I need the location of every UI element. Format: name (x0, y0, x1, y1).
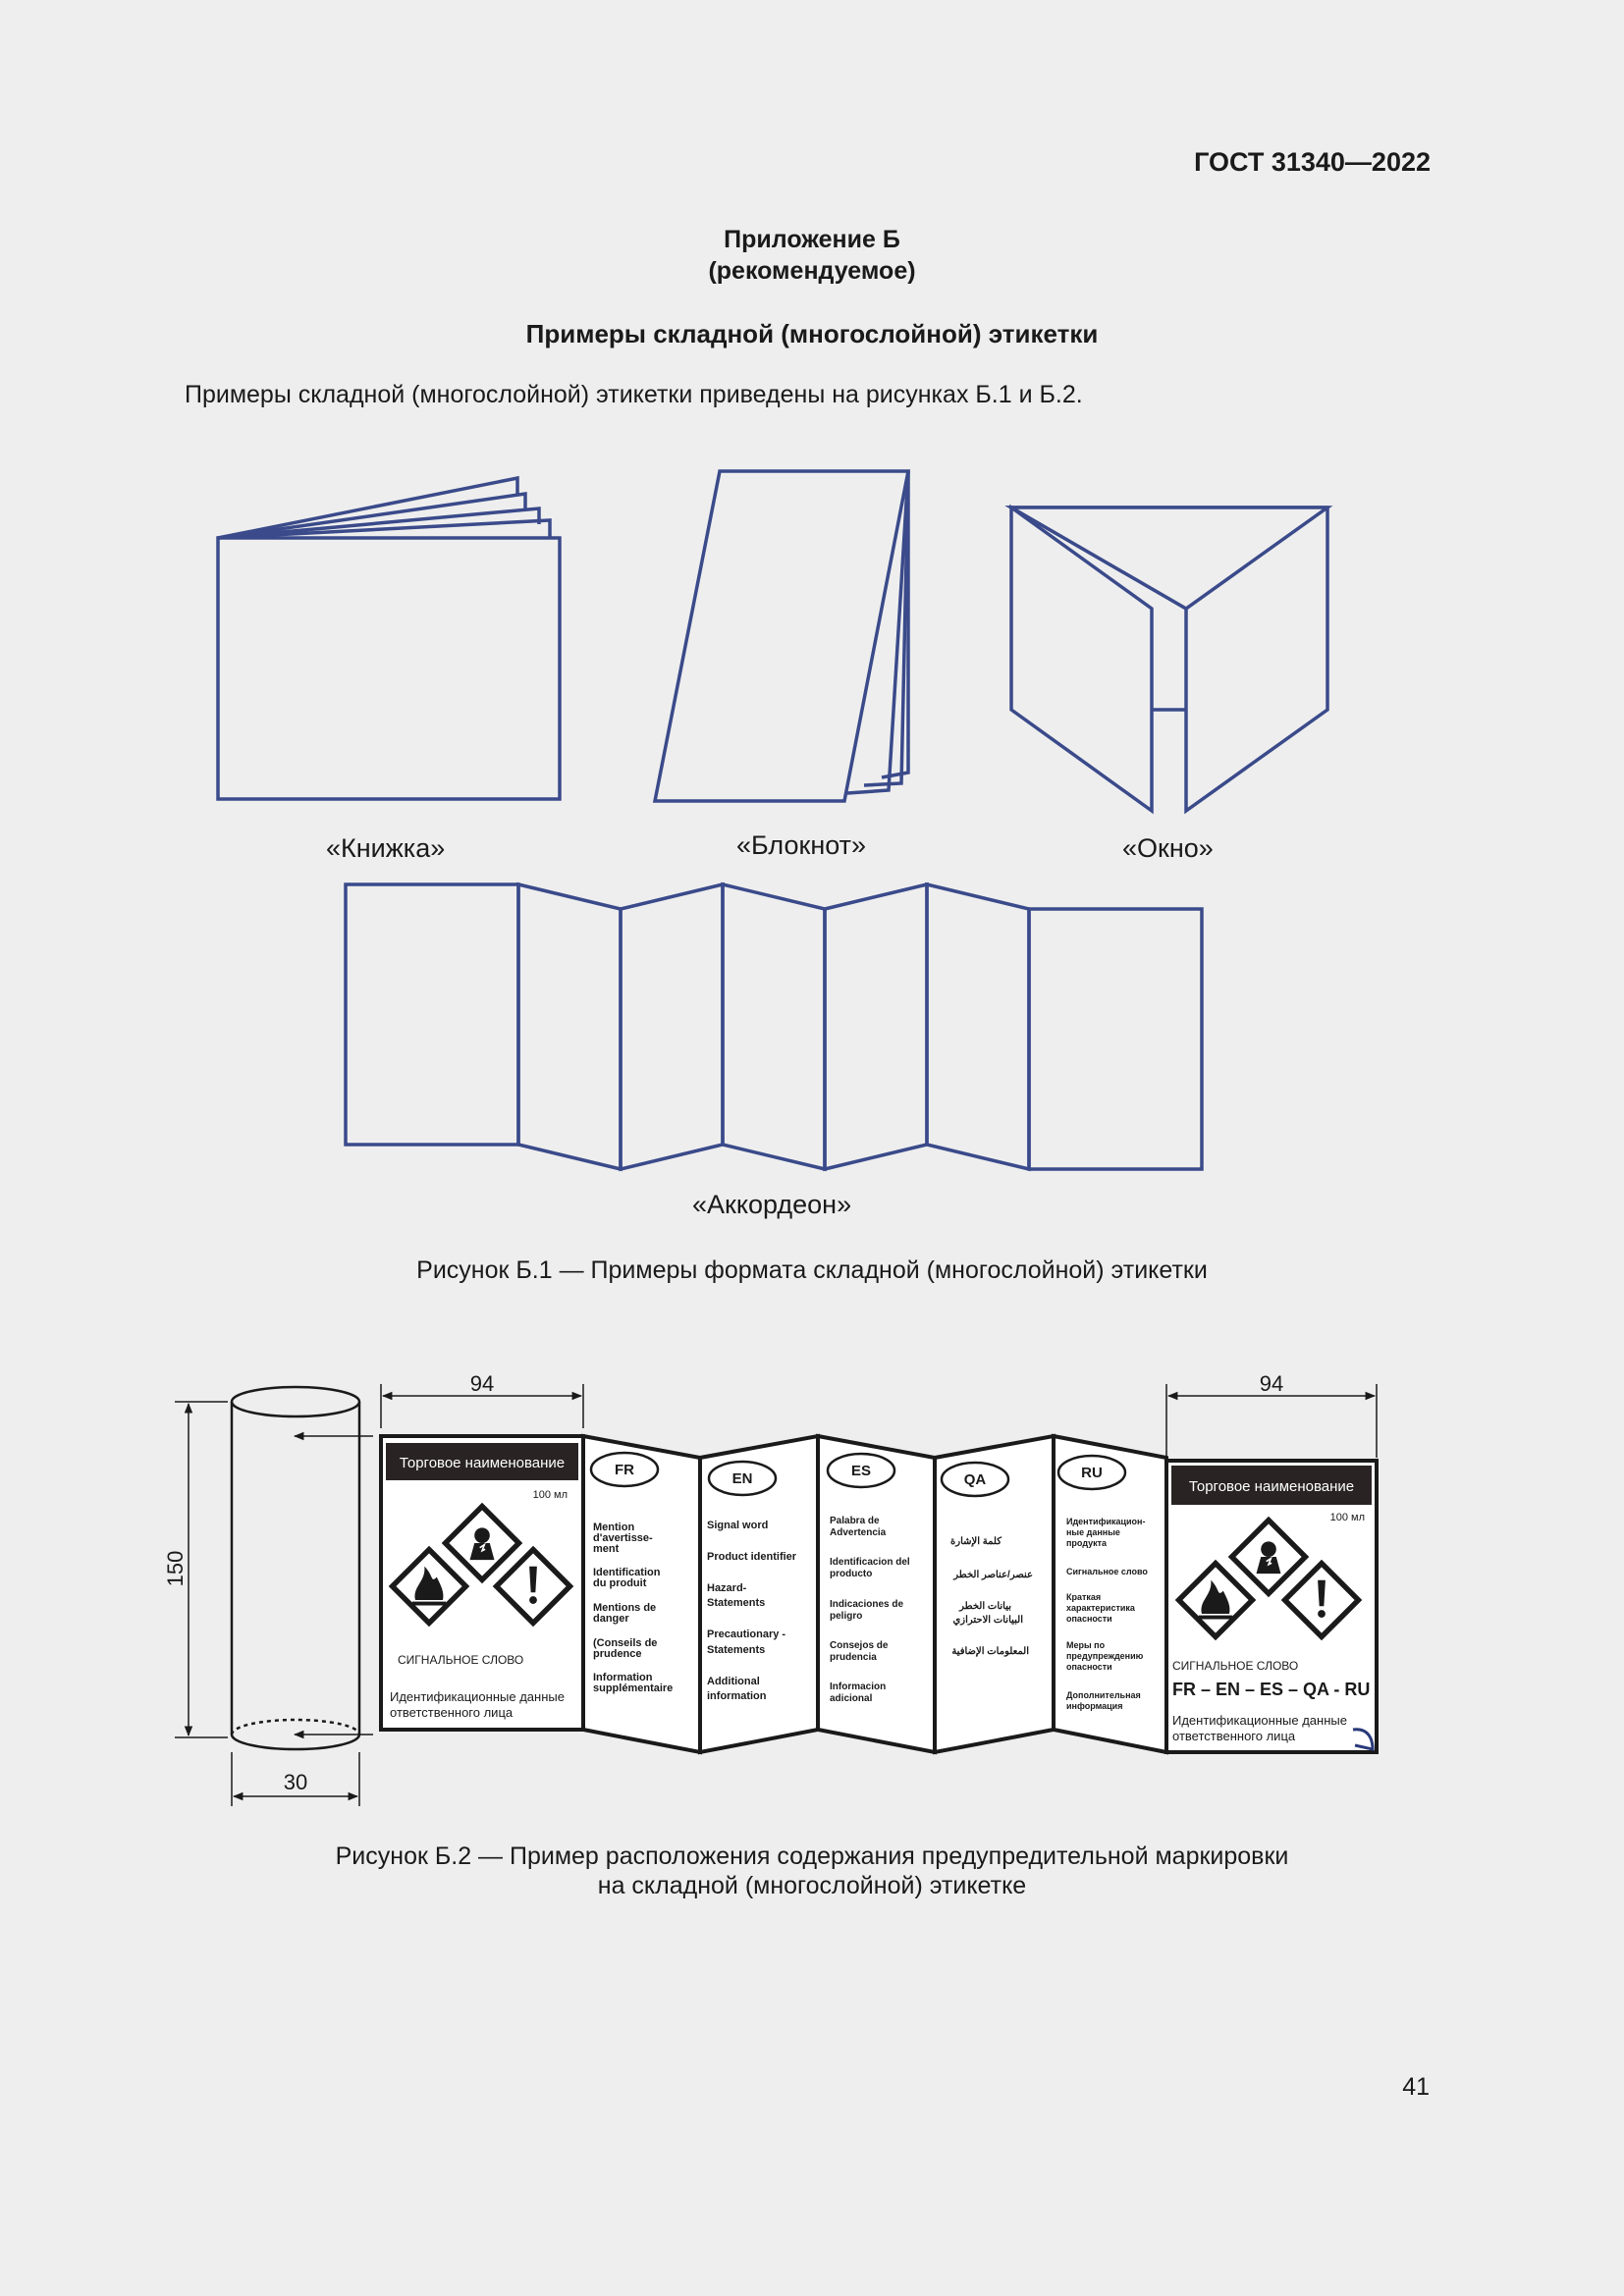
ru-item: Дополнительная (1066, 1690, 1141, 1700)
fr-item: du produit (593, 1577, 647, 1589)
ru-item: продукта (1066, 1538, 1108, 1548)
dim-height: 150 (163, 1550, 188, 1587)
qa-item: عنصر/عناصر الخطر (953, 1570, 1033, 1580)
ru-item: Сигнальное слово (1066, 1567, 1148, 1576)
qa-item: البيانات الاحترازي (952, 1615, 1023, 1626)
qa-item: كلمة الإشارة (950, 1536, 1001, 1547)
panel-en-code: EN (731, 1470, 753, 1487)
en-item: Precautionary - (707, 1629, 786, 1640)
es-item: Informacion (830, 1682, 887, 1692)
en-item: Statements (707, 1597, 766, 1609)
label-notepad: «Блокнот» (736, 830, 867, 860)
panel-ru-code: RU (1081, 1465, 1103, 1481)
ru-item: характеристика (1066, 1603, 1135, 1613)
fr-item: Mention (593, 1522, 635, 1533)
last-identification-2: ответственного лица (1172, 1729, 1296, 1743)
fr-item: d'avertisse- (593, 1532, 653, 1544)
last-trade-name: Торговое наименование (1188, 1478, 1355, 1495)
fr-item: (Conseils de (593, 1637, 658, 1649)
page-number: 41 (1402, 2073, 1430, 2101)
es-item: Palabra de (830, 1516, 880, 1526)
label-window: «Окно» (1122, 833, 1214, 863)
es-item: Identificacion del (830, 1557, 910, 1568)
en-item: Hazard- (707, 1582, 747, 1594)
en-item: Additional (707, 1676, 760, 1687)
panel-qa-code: QA (963, 1471, 987, 1488)
ru-item: опасности (1066, 1662, 1112, 1672)
notepad-format-drawing (655, 471, 908, 801)
fr-item: Mentions de (593, 1602, 657, 1614)
es-item: producto (830, 1569, 873, 1579)
dim-diameter: 30 (283, 1770, 308, 1794)
first-identification-2: ответственного лица (390, 1705, 514, 1720)
fr-item: supplémentaire (593, 1682, 674, 1694)
intro-paragraph: Примеры складной (многослойной) этикетки приведены на рисунках Б.1 и Б.2. (185, 381, 1083, 408)
last-languages: FR – EN – ES – QA - RU (1172, 1680, 1371, 1699)
es-item: Advertencia (830, 1527, 887, 1538)
ru-item: опасности (1066, 1614, 1112, 1624)
figure2-caption-line1: Рисунок Б.2 — Пример расположения содержания предупредительной маркировки (335, 1842, 1289, 1870)
fr-item: Information (593, 1672, 653, 1683)
en-item: Product identifier (707, 1551, 797, 1563)
section-title: Примеры складной (многослойной) этикетки (525, 319, 1099, 348)
last-volume: 100 мл (1329, 1512, 1365, 1523)
en-item: Signal word (707, 1520, 769, 1531)
ru-item: информация (1066, 1701, 1123, 1711)
label-accordion: «Аккордеон» (692, 1190, 852, 1219)
ru-item: предупреждению (1066, 1651, 1144, 1661)
window-format-drawing (1011, 507, 1327, 811)
first-identification-1: Идентификационные данные (390, 1689, 565, 1704)
figure-b2 (0, 1355, 1624, 1826)
accordion-format-drawing (346, 884, 1202, 1169)
ru-item: Меры по (1066, 1640, 1106, 1650)
figure2-caption-line2: на складной (многослойной) этикетке (597, 1872, 1027, 1899)
cylinder-drawing (232, 1387, 359, 1749)
ru-item: Краткая (1066, 1592, 1102, 1602)
en-item: Statements (707, 1644, 766, 1656)
fr-item: prudence (593, 1648, 642, 1660)
first-signal-word: СИГНАЛЬНОЕ СЛОВО (398, 1653, 524, 1667)
first-volume: 100 мл (532, 1489, 568, 1501)
first-trade-name: Торговое наименование (399, 1455, 566, 1471)
panel-es-code: ES (850, 1463, 872, 1479)
book-format-drawing (218, 478, 560, 799)
standard-header: ГОСТ 31340—2022 (1194, 147, 1431, 177)
figure1-caption: Рисунок Б.1 — Примеры формата складной (многослойной) этикетки (416, 1256, 1208, 1284)
fr-item: Identification (593, 1567, 661, 1578)
qa-item: بيانات الخطر (959, 1601, 1011, 1612)
es-item: prudencia (830, 1652, 877, 1663)
last-identification-1: Идентификационные данные (1172, 1713, 1347, 1728)
es-item: Indicaciones de (830, 1599, 904, 1610)
qa-item: المعلومات الإضافية (951, 1646, 1029, 1657)
es-item: Consejos de (830, 1640, 889, 1651)
dim-width-right: 94 (1259, 1371, 1284, 1396)
label-book: «Книжка» (326, 833, 446, 863)
fr-item: danger (593, 1613, 629, 1625)
appendix-title: Приложение Б (724, 226, 900, 253)
appendix-subtitle: (рекомендуемое) (708, 257, 916, 285)
dim-width-left: 94 (469, 1371, 495, 1396)
fr-item: ment (593, 1543, 620, 1555)
panel-fr-code: FR (615, 1462, 634, 1478)
es-item: adicional (830, 1693, 873, 1704)
es-item: peligro (830, 1611, 863, 1622)
ru-item: ные данные (1066, 1527, 1120, 1537)
last-signal-word: СИГНАЛЬНОЕ СЛОВО (1172, 1659, 1299, 1673)
en-item: information (707, 1690, 767, 1702)
ru-item: Идентификацион- (1066, 1517, 1146, 1526)
